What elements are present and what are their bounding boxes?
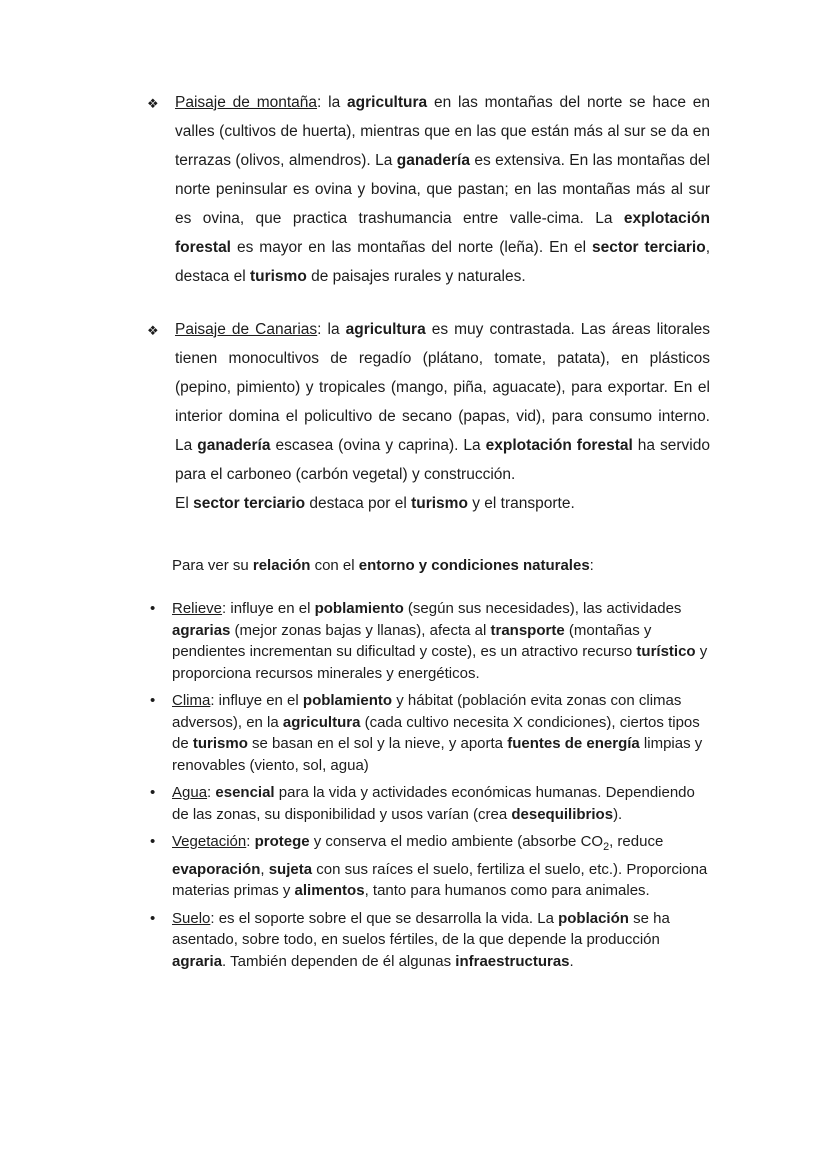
paragraph-suelo: Suelo: es el soporte sobre el que se desarrolla la vida. La población se ha asentado, sobre todo, en suelos fértiles, de la que depende la producción agraria. También dependen de él algunas infraestructuras. [172, 909, 670, 970]
paragraph-clima: Clima: influye en el poblamiento y hábitat (población evita zonas con climas adversos), en la agricultura (cada cultivo necesita X condiciones), ciertos tipos de turismo se basan en el sol y la nieve, y aporta fuentes de energía limpias y renovables (viento, sol, agua) [172, 692, 703, 774]
list-item-agua [146, 782, 710, 825]
factores-list [146, 598, 710, 972]
bullet-icon: • [150, 692, 156, 709]
bullet-icon: • [150, 600, 156, 617]
list-item-clima [146, 690, 710, 776]
paragraph-agua: Agua: esencial para la vida y actividades económicas humanas. Dependiendo de las zonas, su disponibilidad y usos varían (crea desequilibrios). [172, 784, 695, 823]
bullet-icon: • [150, 784, 156, 801]
diamond-bullet-icon: ❖ [147, 96, 159, 111]
paragraph-paisaje-montana: Paisaje de montaña: la agricultura en las montañas del norte se hace en valles (cultivos de huerta), mientras que en las que están más al sur se da en terrazas (olivos, almendros). La ganadería es extensiva. En las montañas del norte peninsular es ovina y bovina, que pastan; en las montañas más al sur es ovina, que practica trashumancia entre valle-cima. La explotación forestal es mayor en las montañas del norte (leña). En el sector terciario, destaca el turismo de paisajes rurales y naturales. [175, 94, 711, 285]
paragraph-paisaje-canarias-terciario: El sector terciario destaca por el turismo y el transporte. [175, 495, 575, 512]
list-item-suelo [146, 908, 710, 973]
bullet-icon: • [150, 833, 156, 850]
diamond-bullet-icon: ❖ [147, 323, 159, 338]
list-item-relieve [146, 598, 710, 684]
list-item-paisaje-canarias [146, 315, 710, 518]
bullet-icon: • [150, 909, 156, 927]
paragraph-relieve: Relieve: influye en el poblamiento (según sus necesidades), las actividades agrarias (mejor zonas bajas y llanas), afecta al transporte (montañas y pendientes incrementan su dificultad y coste), es un atractivo recurso turístico y proporciona recursos minerales y energéticos. [172, 600, 708, 682]
paragraph-vegetacion: Vegetación: protege y conserva el medio ambiente (absorbe $CO_2$, reduce evaporación, sujeta con sus raíces el suelo, fertiliza el suelo, etc.). Proporciona materias primas y alimentos, tanto para humanos como para animales. [172, 833, 708, 899]
intro-paragraph: Para ver su relación con el entorno y condiciones naturales: [172, 557, 594, 574]
paragraph-paisaje-canarias: Paisaje de Canarias: la agricultura es muy contrastada. Las áreas litorales tienen monocultivos de regadío (plátano, tomate, patata), en plásticos (pepino, pimiento) y tropicales (mango, piña, aguacate), para exportar. En el interior domina el policultivo de secano (papas, vid), para consumo interno. La ganadería escasea (ovina y caprina). La explotación forestal ha servido para el carboneo (carbón vegetal) y construcción. [175, 321, 711, 483]
list-item-paisaje-montana [146, 88, 710, 291]
list-item-vegetacion [146, 831, 710, 902]
